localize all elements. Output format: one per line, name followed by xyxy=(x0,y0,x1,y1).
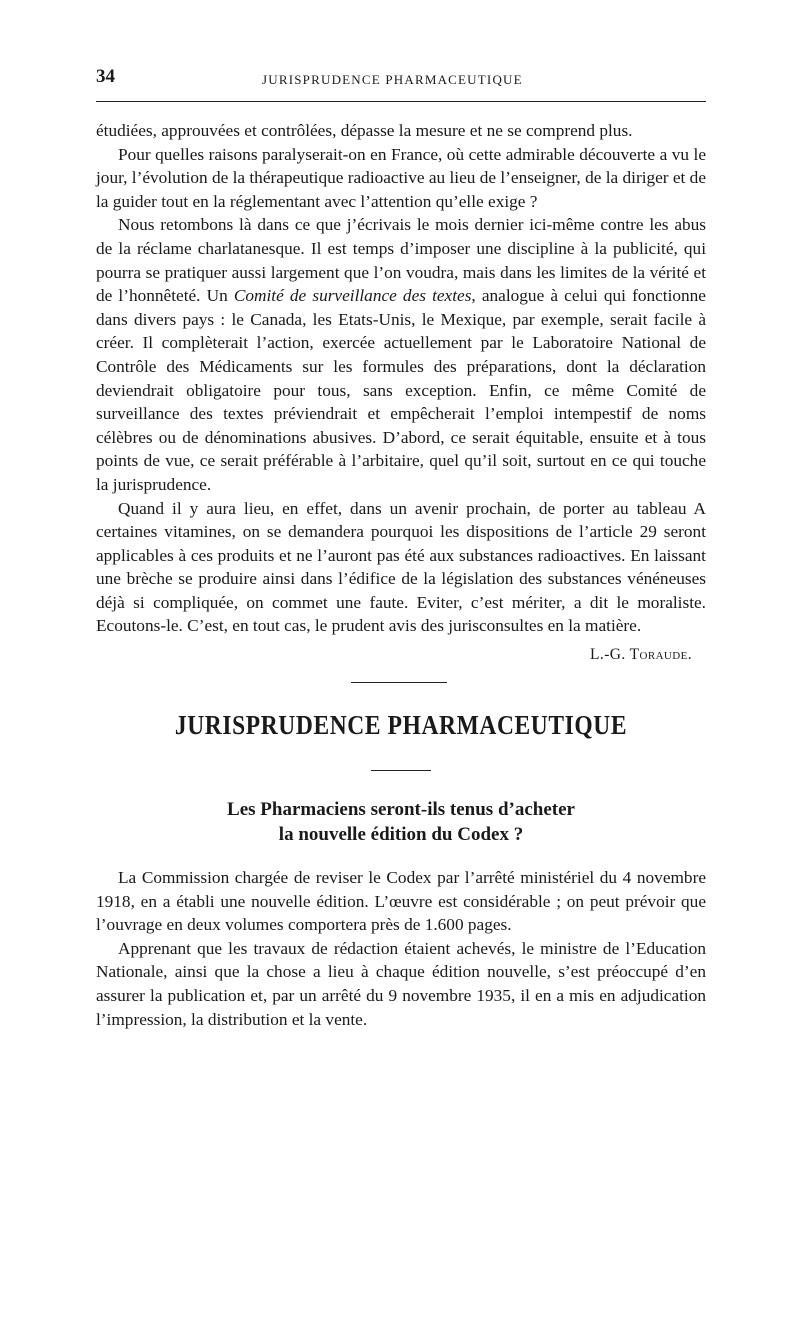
header-rule xyxy=(96,101,706,102)
running-title: JURISPRUDENCE PHARMACEUTIQUE xyxy=(262,72,523,87)
paragraph: Pour quelles raisons paralyserait-on en France, où cette admirable découverte a vu le jour, l’évolution de la thérapeutique radioactive au lieu de l’enseigner, de la diriger et de la guider tout en la réglementant avec l’attention qu’elle exige ? xyxy=(96,144,706,211)
title-rule xyxy=(371,770,431,771)
running-header xyxy=(96,62,706,92)
separator-rule xyxy=(351,682,447,683)
author-signature: L.-G. Toraude. xyxy=(590,646,692,664)
article-subtitle xyxy=(96,797,706,847)
paragraph: Apprenant que les travaux de rédaction étaient achevés, le ministre de l’Education Nationale, ainsi que la chose a lieu à chaque édition nouvelle, s’est préoccupé d’en assurer la publication et, par un arrêté du 9 novembre 1935, il en a mis en adjudication l’impression, la distribution et la vente. xyxy=(96,938,706,1029)
page-number: 34 xyxy=(96,66,115,87)
paragraph-text: Nous retombons là dans ce que j’écrivais le mois dernier ici-même contre les abus de la réclame charlatanesque. Il est temps d’imposer une discipline à la publicité, qui pourra se pratiquer aussi largement que l’on voudra, mais dans les limites de la vérité et de l’honnêteté. Un xyxy=(96,215,706,306)
body-text xyxy=(96,119,706,1031)
paragraph: La Commission chargée de reviser le Codex par l’arrêté ministériel du 4 novembre 1918, en a établi une nouvelle édition. L’œuvre est considérable ; on peut prévoir que l’ouvrage en deux volumes comportera près de 1.600 pages. xyxy=(96,868,706,935)
section-title: JURISPRUDENCE PHARMACEUTIQUE xyxy=(174,711,628,741)
paragraph-continued: étudiées, approuvées et contrôlées, dépasse la mesure et ne se comprend plus. xyxy=(96,121,633,140)
subtitle-line: la nouvelle édition du Codex ? xyxy=(278,824,524,846)
italic-phrase: Comité de surveillance des textes xyxy=(233,286,472,306)
paragraph-text: , analogue à celui qui fonctionne dans divers pays : le Canada, les Etats-Unis, le Mexique, par exemple, serait facile à créer. Il complèterait l’action, exercée actuellement par le Laboratoire National de Contrôle des Médicaments sur les formules des préparations, dont la déclaration deviendrait obligatoire pour tous, sans exception. Enfin, ce même Comité de surveillance des textes préviendrait et empêcherait l’emploi intempestif de noms célèbres ou de dénominations abusives. D’abord, ce serait équitable, ensuite et à tous points de vue, ce serait préférable à l’arbitaire, quel qu’il soit, surtout en ce qui touche la jurisprudence. xyxy=(96,286,706,494)
paragraph: Quand il y aura lieu, en effet, dans un avenir prochain, de porter au tableau A certaines vitamines, on se demandera pourquoi les dispositions de l’article 29 seront applicables à ces produits et ne l’auront pas été aux substances radioactives. En laissant une brèche se produire ainsi dans l’édifice de la législation des substances vénéneuses déjà si compliquée, on commet une faute. Eviter, c’est mériter, a dit le moraliste. Ecoutons-le. C’est, en tout cas, le prudent avis des jurisconsultes en la matière. xyxy=(96,498,706,636)
subtitle-line: Les Pharmaciens seront-ils tenus d’acheter xyxy=(227,799,575,821)
paragraph xyxy=(96,213,706,496)
